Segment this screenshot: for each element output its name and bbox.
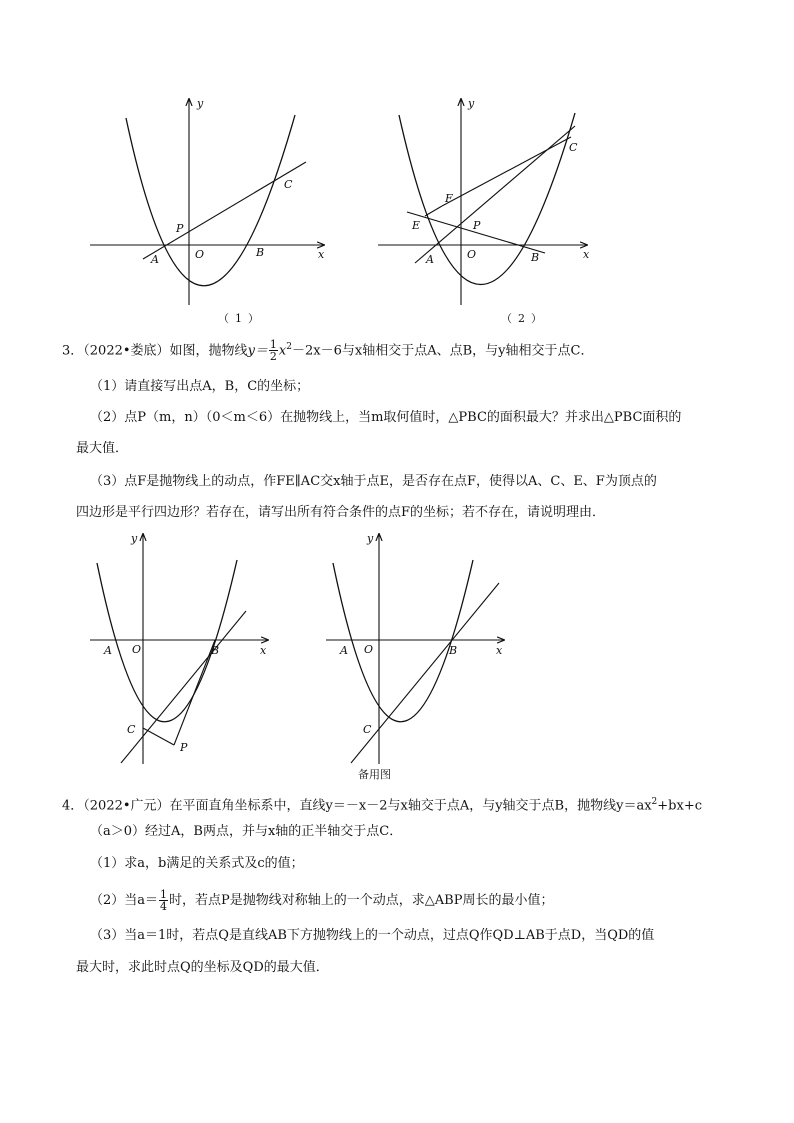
label-o: O	[467, 248, 477, 261]
label-x: x	[496, 644, 503, 657]
label-p: P	[180, 741, 188, 754]
q4-intro-line1: 4．（2022•广元）在平面直角坐标系中，直线y＝－x－2与x轴交于点A，与y轴交于点B，抛物线$y=ax^2+bx+c$	[62, 797, 703, 814]
label-a: A	[340, 644, 348, 657]
parabola	[97, 560, 237, 722]
q4-part3-line2: 最大时，求此时点Q的坐标及QD的最大值．	[76, 960, 329, 975]
label-o: O	[132, 643, 142, 656]
q3-part3-line1: （3）点F是抛物线上的动点，作FE∥AC交x轴于点E，是否存在点F，使得以A、C、E、F为顶点的	[90, 474, 657, 489]
top-figure-1	[88, 95, 333, 310]
label-c: C	[363, 723, 372, 736]
label-y: y	[367, 532, 374, 545]
label-c: C	[127, 723, 136, 736]
fraction-one-half: $\frac{1}{2}$	[269, 338, 277, 364]
label-p: P	[176, 222, 184, 235]
label-e: E	[412, 219, 421, 232]
label-o: O	[364, 643, 374, 656]
line-ac	[415, 126, 575, 263]
label-x: x	[260, 644, 267, 657]
top-figure-1-graph	[88, 95, 333, 310]
label-b: B	[211, 644, 220, 657]
label-f: F	[445, 192, 453, 205]
label-y: y	[197, 97, 204, 110]
label-b: B	[449, 644, 458, 657]
line-pc	[143, 728, 174, 745]
line-cb	[351, 583, 499, 763]
q3-part1: （1）请直接写出点A，B，C的坐标；	[90, 379, 310, 394]
q4-intro-line2: （a＞0）经过A，B两点，并与x轴的正半轴交于点C．	[90, 824, 403, 839]
caption-spare-figure: 备用图	[358, 768, 391, 781]
label-x: x	[583, 248, 590, 261]
label-y: y	[131, 532, 138, 545]
caption-fig2: （2）	[501, 312, 548, 325]
q3-figure-graph	[88, 530, 288, 770]
top-figure-2	[375, 95, 605, 310]
q3-intro: 3．（2022•娄底）如图，抛物线y＝ $\frac{1}{2}$ $x^2-2x-6$与x轴相交于点A、点B，与y轴相交于点C．	[62, 338, 594, 364]
label-b: B	[531, 251, 540, 264]
caption-fig1: （1）	[218, 312, 265, 325]
q4-part1: （1）求a，b满足的关系式及c的值；	[90, 856, 304, 871]
top-figure-2-graph	[375, 95, 605, 310]
label-a: A	[426, 253, 434, 266]
fraction-one-quarter: $\frac{1}{4}$	[160, 888, 168, 913]
q3-part3-line2: 四边形是平行四边形？若存在，请写出所有符合条件的点F的坐标；若不存在，请说明理由．	[76, 505, 606, 520]
q3-part2-line2: 最大值．	[76, 441, 129, 456]
label-y: y	[468, 97, 475, 110]
line-ef	[425, 206, 442, 216]
line-pb	[174, 640, 215, 745]
q3-figure	[88, 530, 288, 770]
q4-part3-line1: （3）当a＝1时，若点Q是直线AB下方抛物线上的一个动点，过点Q作QD⊥AB于点D，当QD的值	[90, 928, 655, 943]
label-b: B	[256, 246, 265, 259]
q4-part2: （2）当a＝ $\frac{1}{4}$ 时，若点P是抛物线对称轴上的一个动点，求△ABP周长的最小值；	[90, 888, 554, 913]
label-o: O	[195, 248, 205, 261]
label-a: A	[104, 644, 112, 657]
label-c: C	[284, 178, 293, 191]
label-p: P	[473, 219, 481, 232]
q3-spare-figure-graph	[324, 530, 524, 770]
label-a: A	[151, 253, 159, 266]
label-x: x	[318, 248, 325, 261]
q3-spare-figure	[324, 530, 524, 770]
q3-part2-line1: （2）点P（m，n）（0＜m＜6）在抛物线上，当m取何值时，△PBC的面积最大？并求出△PBC面积的	[90, 410, 682, 425]
label-c: C	[569, 141, 578, 154]
